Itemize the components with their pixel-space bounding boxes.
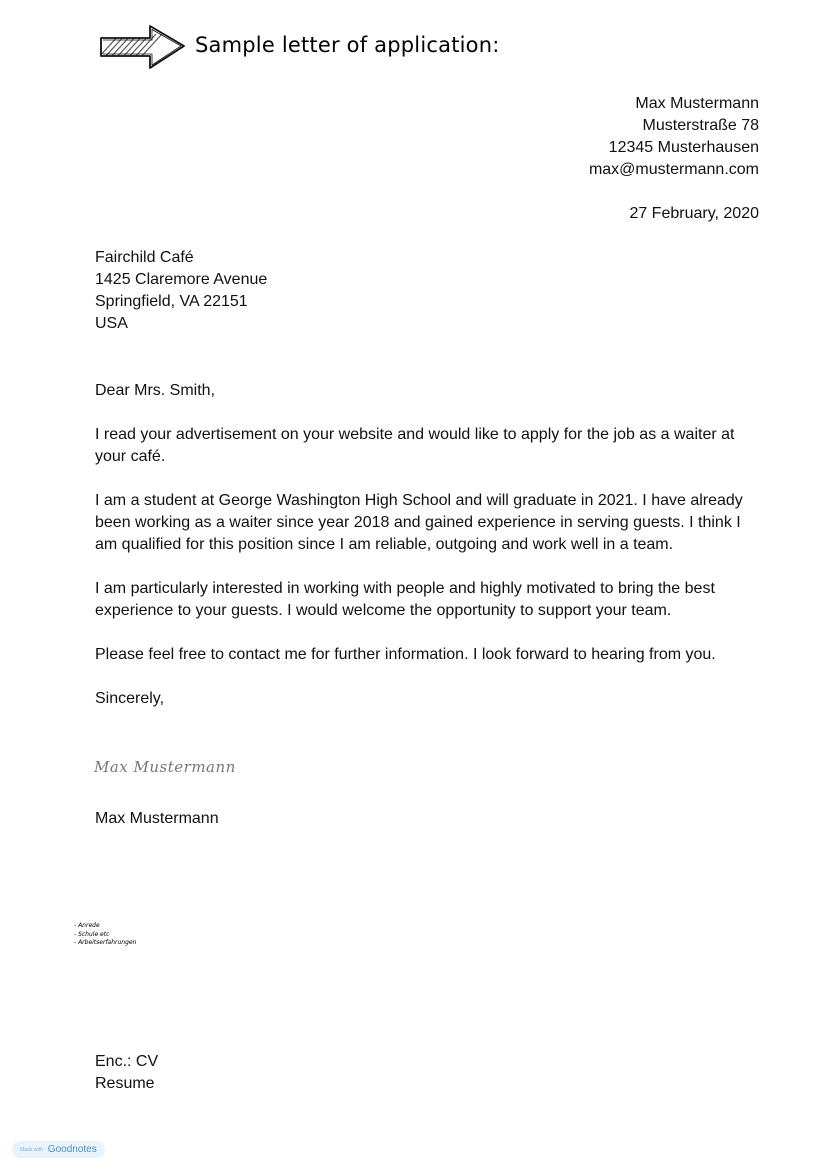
sender-email: max@mustermann.com xyxy=(588,161,759,178)
sender-name: Max Mustermann xyxy=(635,95,759,112)
paragraph-4: Please feel free to contact me for further information. I look forward to hearing from you. xyxy=(95,646,716,663)
recipient-street: 1425 Claremore Avenue xyxy=(95,271,268,288)
handwritten-signature: Max Mustermann xyxy=(94,758,236,776)
watermark-prefix: Made with xyxy=(20,1146,43,1153)
enclosure-item: Resume xyxy=(95,1075,155,1092)
header-title: Sample letter of application: xyxy=(195,33,500,57)
paragraph-2: I am a student at George Washington High School and will graduate in 2021. I have already been working as a waiter since year 2018 and gained experience in serving guests. I think I am qualified for this position since I am reliable, outgoing and work well in a team. xyxy=(95,492,743,553)
margin-note: - Anrede xyxy=(74,922,100,929)
handwritten-margin-notes xyxy=(74,922,136,948)
sender-address xyxy=(589,93,759,181)
closing: Sincerely, xyxy=(95,690,165,707)
watermark-brand: Goodnotes xyxy=(47,1144,97,1155)
recipient-address xyxy=(95,247,267,335)
recipient-city: Springfield, VA 22151 xyxy=(95,293,248,310)
sender-street: Musterstraße 78 xyxy=(642,117,759,134)
margin-note: - Arbeitserfahrungen xyxy=(74,939,137,946)
margin-note: - Schule etc xyxy=(74,930,110,938)
letter-date: 27 February, 2020 xyxy=(629,205,759,222)
recipient-company: Fairchild Café xyxy=(95,249,194,266)
goodnotes-watermark xyxy=(12,1141,105,1158)
signer-name: Max Mustermann xyxy=(95,810,219,827)
sender-city: 12345 Musterhausen xyxy=(608,139,759,156)
arrow-icon xyxy=(98,24,188,72)
enclosures xyxy=(95,1051,158,1095)
paragraph-3: I am particularly interested in working with people and highly motivated to bring the best experience to your guests. I would welcome the opportunity to support your team. xyxy=(95,580,715,619)
recipient-country: USA xyxy=(95,315,128,332)
salutation: Dear Mrs. Smith, xyxy=(95,382,216,399)
paragraph-1: I read your advertisement on your website and would like to apply for the job as a waiter at your café. xyxy=(95,426,735,465)
letter-body xyxy=(95,380,755,710)
enclosure-item: Enc.: CV xyxy=(95,1053,159,1070)
